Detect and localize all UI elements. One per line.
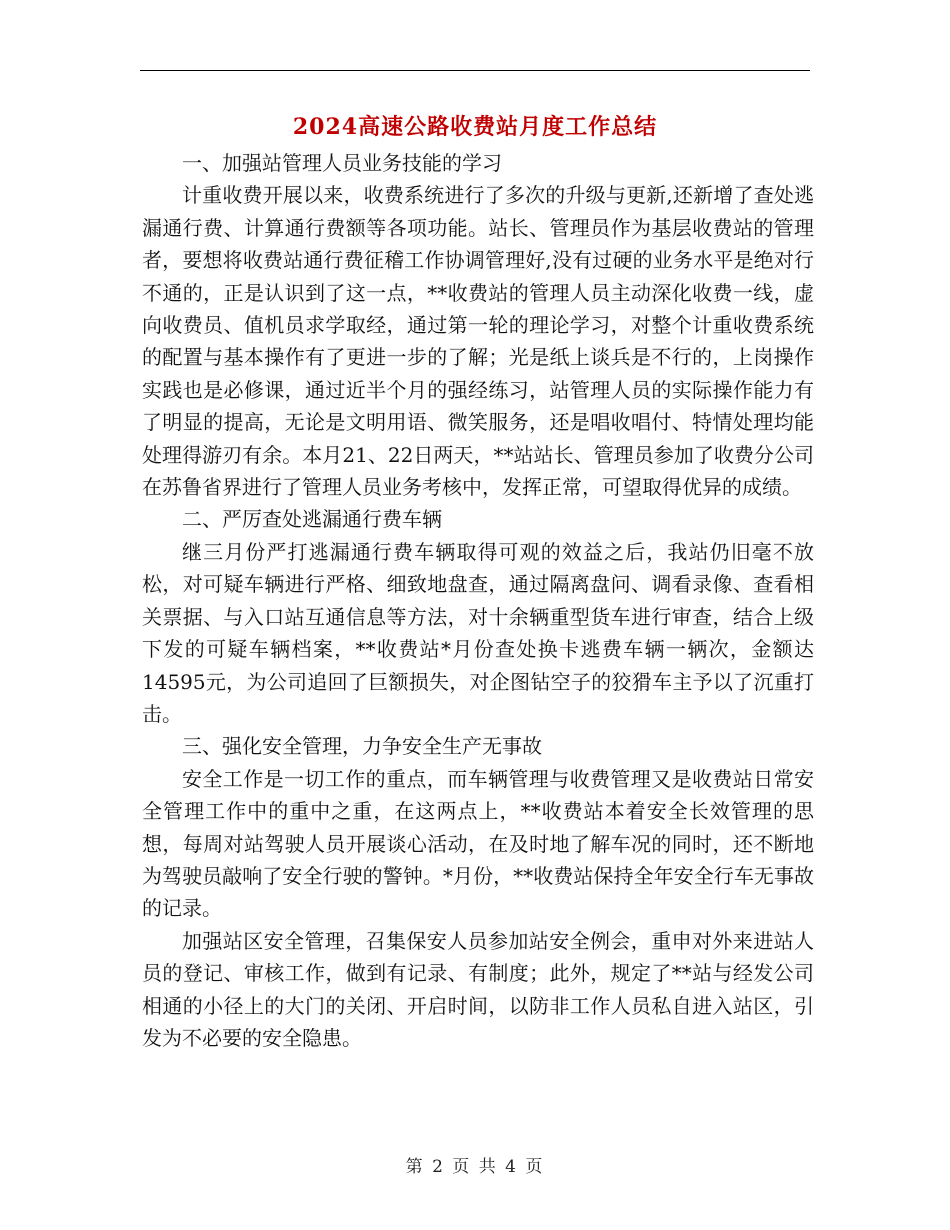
document-body [142,147,814,1054]
body-paragraph: 安全工作是一切工作的重点，而车辆管理与收费管理又是收费站日常安全管理工作中的重中之重，在这两点上，**收费站本着安全长效管理的思想，每周对站驾驶人员开展谈心活动，在及时地了解车况的同时，还不断地为驾驶员敲响了安全行驶的警钟。*月份，**收费站保持全年安全行车无事故的记录。 [142,766,814,921]
body-paragraph: 加强站区安全管理，召集保安人员参加站安全例会，重申对外来进站人员的登记、审核工作，做到有记录、有制度；此外，规定了**站与经发公司相通的小径上的大门的关闭、开启时间，以防非工作人员私自进入站区，引发为不必要的安全隐患。 [142,928,814,1050]
header-rule [140,70,810,71]
body-paragraph: 继三月份严打逃漏通行费车辆取得可观的效益之后，我站仍旧毫不放松，对可疑车辆进行严格、细致地盘查，通过隔离盘问、调看录像、查看相关票据、与入口站互通信息等方法，对十余辆重型货车进行审查，结合上级下发的可疑车辆档案，**收费站*月份查处换卡逃费车辆一辆次，金额达14595元，为公司追回了巨额损失，对企图钻空子的狡猾车主予以了沉重打击。 [142,539,814,726]
section-heading-3: 三、强化安全管理，力争安全生产无事故 [182,734,542,759]
section-heading-1: 一、加强站管理人员业务技能的学习 [182,151,502,175]
section-heading-2: 二、严厉查处逃漏通行费车辆 [182,507,442,532]
page-number-footer: 第 2 页 共 4 页 [405,1157,545,1177]
body-paragraph: 计重收费开展以来，收费系统进行了多次的升级与更新,还新增了查处逃漏通行费、计算通行费额等各项功能。站长、管理员作为基层收费站的管理者，要想将收费站通行费征稽工作协调管理好,没有过硬的业务水平是绝对行不通的，正是认识到了这一点，**收费站的管理人员主动深化收费一线，虚向收费员、值机员求学取经，通过第一轮的理论学习，对整个计重收费系统的配置与基本操作有了更进一步的了解；光是纸上谈兵是不行的，上岗操作实践也是必修课，通过近半个月的强经练习，站管理人员的实际操作能力有了明显的提高，无论是文明用语、微笑服务，还是唱收唱付、特情处理均能处理得游刃有余。本月21、22日两天，**站站长、管理员参加了收费分公司在苏鲁省界进行了管理人员业务考核中，发挥正常，可望取得优异的成绩。 [142,183,814,500]
document-title: 2024高速公路收费站月度工作总结 [292,114,658,140]
